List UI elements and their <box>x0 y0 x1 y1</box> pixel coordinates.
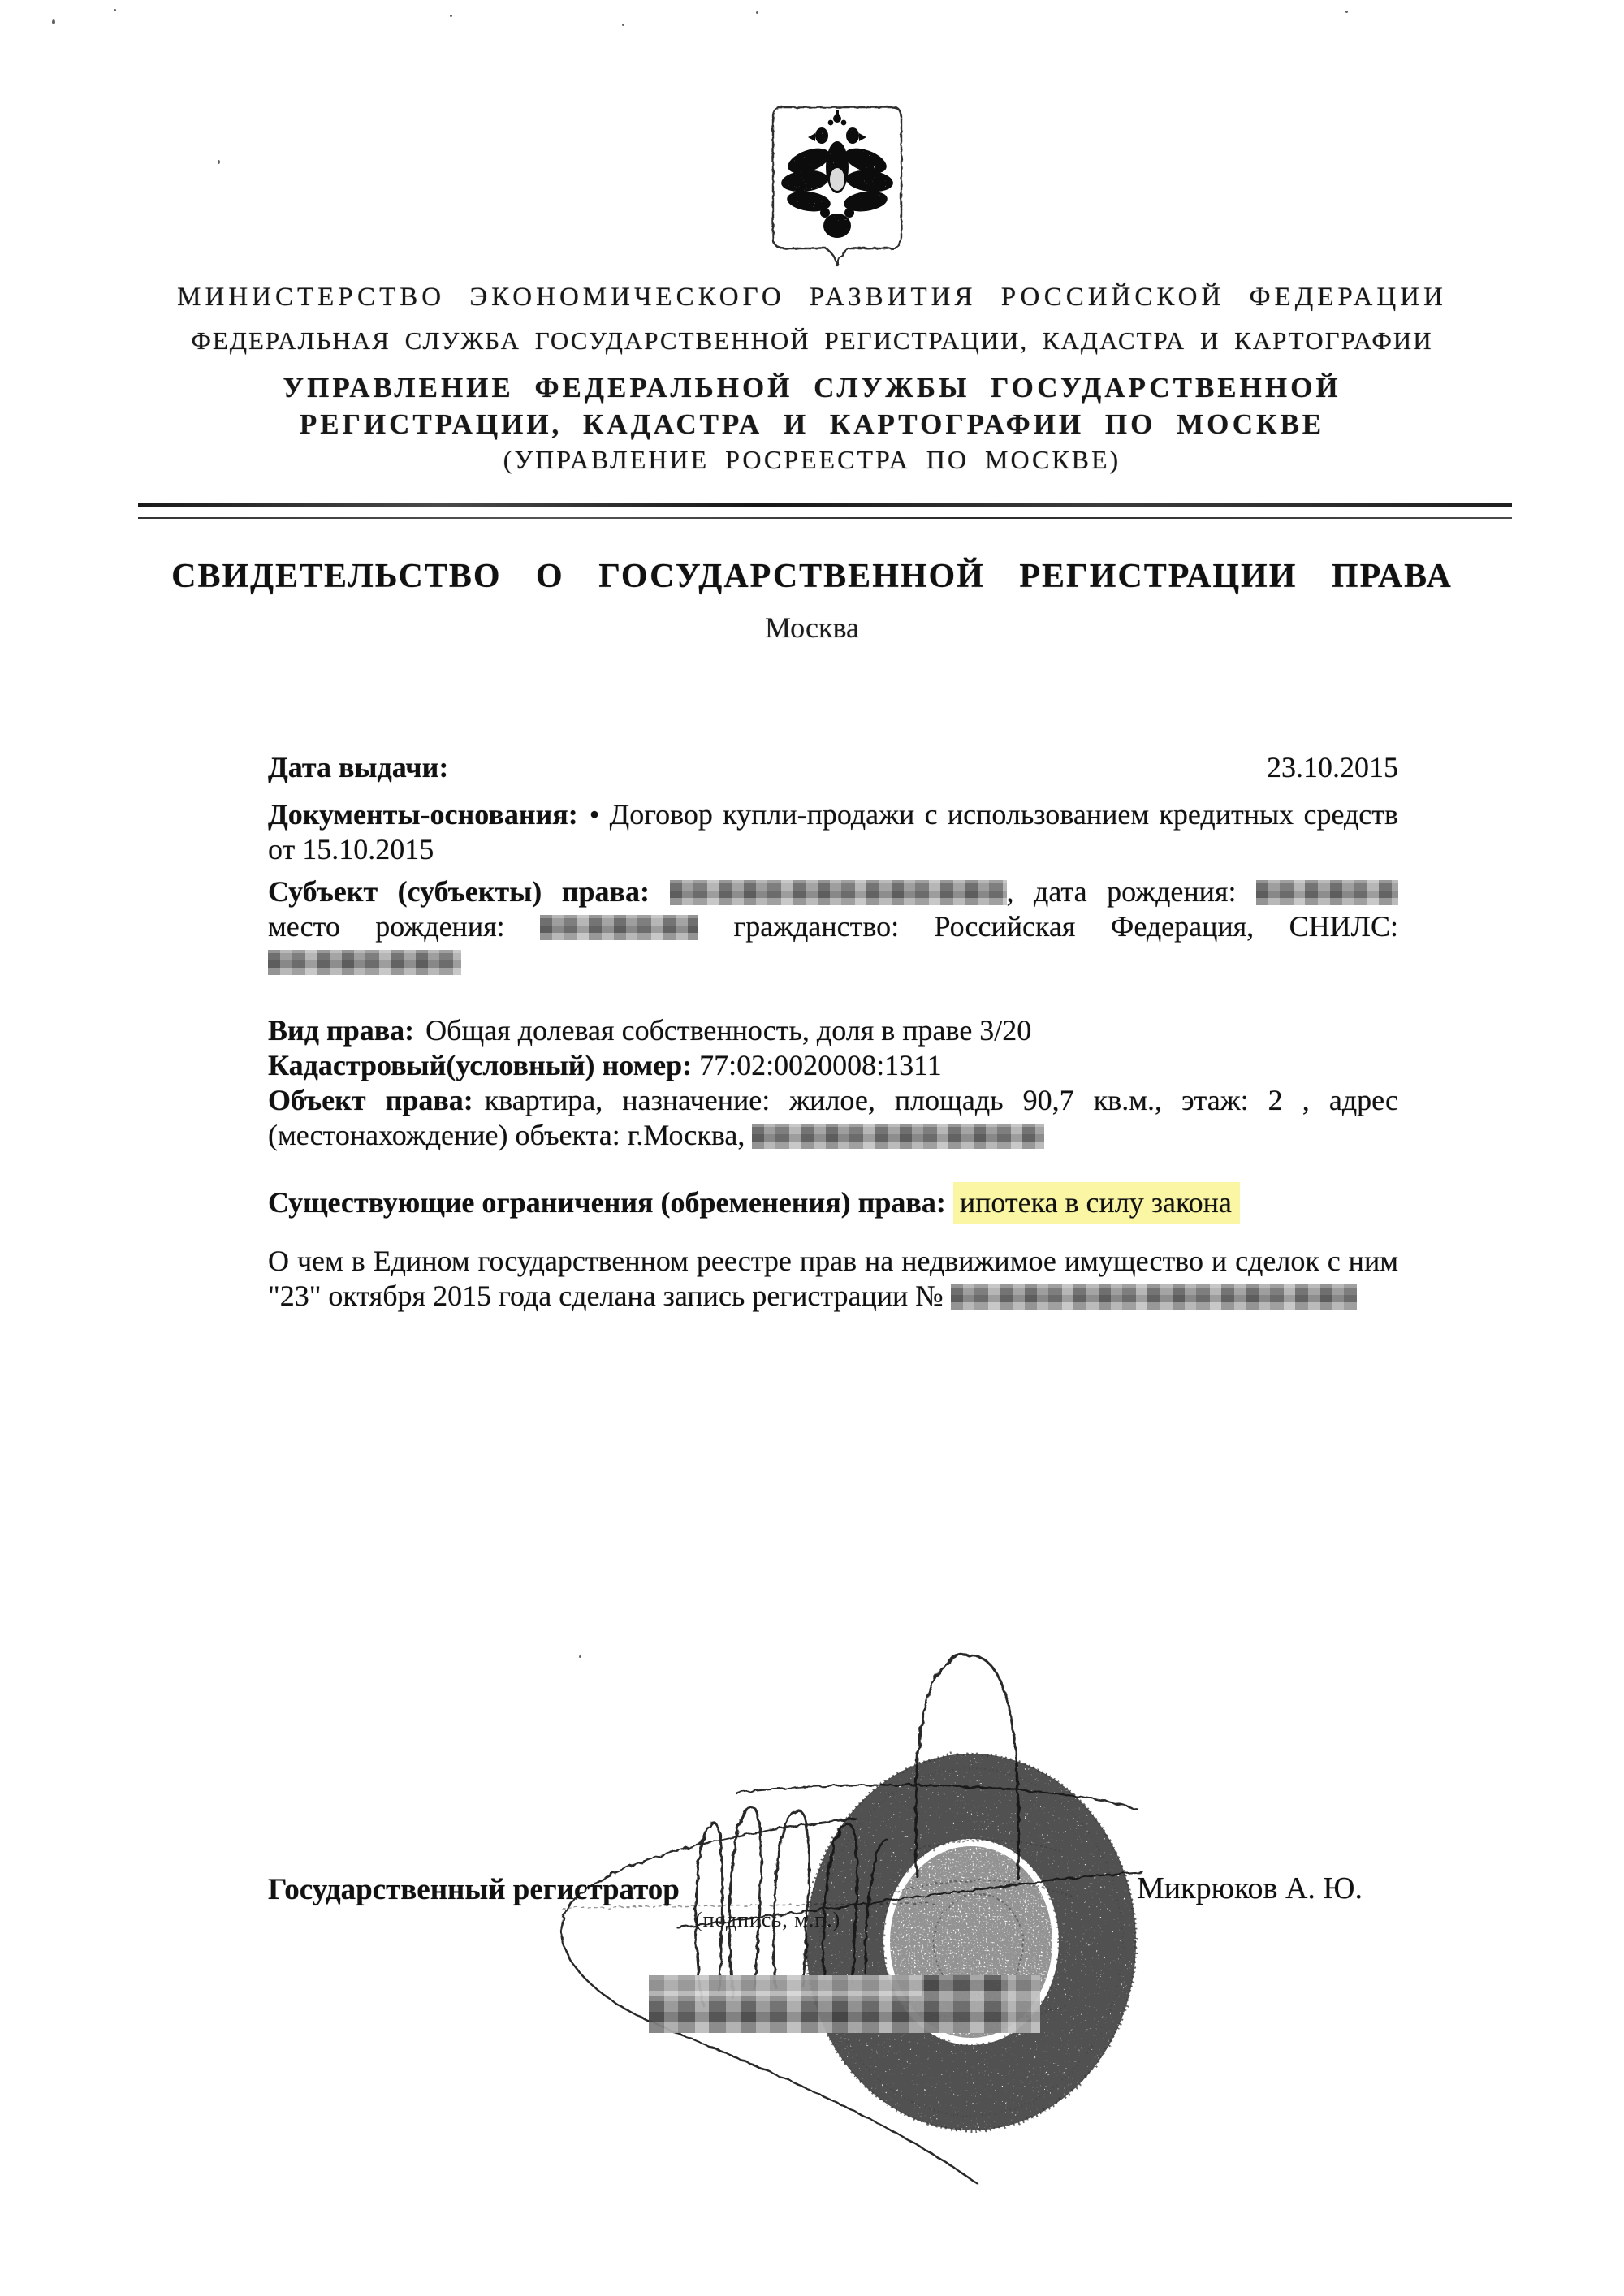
header-federal-service: ФЕДЕРАЛЬНАЯ СЛУЖБА ГОСУДАРСТВЕННОЙ РЕГИСТРАЦИИ, КАДАСТРА И КАРТОГРАФИИ <box>191 326 1433 355</box>
scan-speck <box>218 160 220 164</box>
subject-paragraph <box>268 874 1398 979</box>
redacted-registrar-stamp-text <box>649 1975 1040 2033</box>
object-paragraph <box>268 1083 1398 1153</box>
basis-value: • Договор купли-продажи с использованием кредитных средств от 15.10.2015 <box>268 798 1398 865</box>
subject-citizenship-label: гражданство: Российская Федерация, СНИЛС: <box>733 910 1399 943</box>
object-label: Объект права: <box>268 1084 473 1116</box>
subject-label: Субъект (субъекты) права: <box>268 875 650 908</box>
scan-speck <box>52 19 55 24</box>
header-ministry: МИНИСТЕРСТВО ЭКОНОМИЧЕСКОГО РАЗВИТИЯ РОССИЙСКОЙ ФЕДЕРАЦИИ <box>177 283 1447 312</box>
registrar-name: Микрюков А. Ю. <box>1137 1871 1363 1905</box>
issue-date-value: 23.10.2015 <box>1267 751 1398 783</box>
issue-date-row <box>268 750 1398 785</box>
header-office-line1: УПРАВЛЕНИЕ ФЕДЕРАЛЬНОЙ СЛУЖБЫ ГОСУДАРСТВЕННОЙ <box>283 372 1341 404</box>
object-value: квартира, назначение: жилое, площадь 90,7 кв.м., этаж: 2 , адрес (местонахождение) объекта: г.Москва, <box>268 1084 1398 1151</box>
header-office-line2: РЕГИСТРАЦИИ, КАДАСТРА И КАРТОГРАФИИ ПО МОСКВЕ <box>299 408 1325 440</box>
cadastral-row <box>268 1048 1398 1083</box>
encumbrance-value-highlighted: ипотека в силу закона <box>953 1182 1240 1224</box>
redacted-address <box>752 1124 1044 1149</box>
scan-speck <box>114 9 116 11</box>
document-title: СВИДЕТЕЛЬСТВО О ГОСУДАРСТВЕННОЙ РЕГИСТРАЦИИ ПРАВА <box>171 558 1453 595</box>
right-type-label: Вид права: <box>268 1014 415 1047</box>
cadastral-label: Кадастровый(условный) номер: <box>268 1049 693 1081</box>
redacted-snils <box>268 950 461 975</box>
header-office-alt: (УПРАВЛЕНИЕ РОСРЕЕСТРА ПО МОСКВЕ) <box>503 445 1121 474</box>
document-body <box>268 750 1398 1314</box>
separator-rule-top <box>138 503 1512 507</box>
right-type-value: Общая долевая собственность, доля в праве 3/20 <box>425 1014 1032 1047</box>
right-type-row <box>268 1013 1398 1048</box>
registrar-label: Государственный регистратор <box>268 1873 680 1906</box>
encumbrance-label: Существующие ограничения (обременения) права: <box>268 1186 946 1219</box>
subject-birthplace-label: место рождения: <box>268 910 505 943</box>
scan-speck <box>622 24 624 26</box>
seal-and-signature <box>487 1616 1259 2249</box>
cadastral-value: 77:02:0020008:1311 <box>699 1049 942 1081</box>
subject-birthdate-label: , дата рождения: <box>1006 875 1237 908</box>
signature-note: (подпись, м.п.) <box>695 1908 841 1931</box>
basis-label: Документы-основания: <box>268 798 578 831</box>
redacted-subject-names <box>670 880 1007 905</box>
document-city: Москва <box>765 611 859 644</box>
russian-coat-of-arms-icon <box>768 102 906 273</box>
record-text: О чем в Едином государственном реестре прав на недвижимое имущество и сделок с ним "23" октября 2015 года сделана запись регистрации № <box>268 1245 1398 1312</box>
scan-speck <box>756 11 758 14</box>
basis-paragraph <box>268 797 1398 867</box>
separator-rule-bottom <box>138 517 1512 519</box>
redacted-birth-place <box>540 915 698 940</box>
issue-date-label: Дата выдачи: <box>268 751 449 783</box>
record-paragraph <box>268 1244 1398 1314</box>
redacted-record-number <box>951 1284 1357 1310</box>
scan-speck <box>1345 11 1348 13</box>
encumbrance-row <box>268 1185 1398 1220</box>
redacted-birth-date <box>1256 880 1398 905</box>
scan-speck <box>450 15 452 17</box>
